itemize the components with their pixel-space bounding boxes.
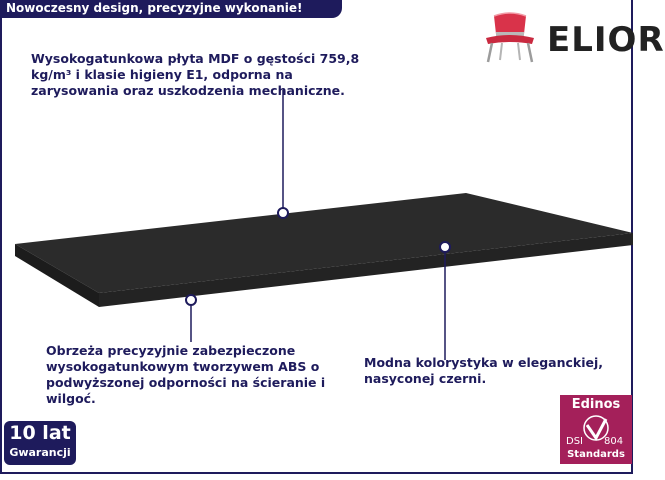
callout-marker-material [278,208,288,218]
certification-code: 804 [604,436,624,447]
certification-label: Standards [567,449,625,460]
warranty-label: Gwarancji [9,446,71,459]
certification-badge [560,395,632,464]
feature-edges: Obrzeża precyzyjnie zabezpieczone wysokogatunkowym tworzywem ABS o podwyższonej odporności na ścieranie i wilgoć. [46,343,326,406]
brand-name: ELIOR [547,20,665,60]
feature-color: Modna kolorystyka w eleganckiej, nasyconej czerni. [364,355,604,386]
callout-marker-color [440,242,450,252]
certification-prefix: DSI [566,436,583,447]
warranty-years: 10 lat [9,422,71,444]
warranty-badge [4,421,76,465]
header-tagline: Nowoczesny design, precyzyjne wykonanie! [6,1,303,15]
callout-marker-edges [186,295,196,305]
feature-material: Wysokogatunkowa płyta MDF o gęstości 759,8 kg/m³ i klasie higieny E1, odporna na zarysowania oraz uszkodzenia mechaniczne. [31,51,360,98]
certification-name: Edinos [571,397,621,412]
